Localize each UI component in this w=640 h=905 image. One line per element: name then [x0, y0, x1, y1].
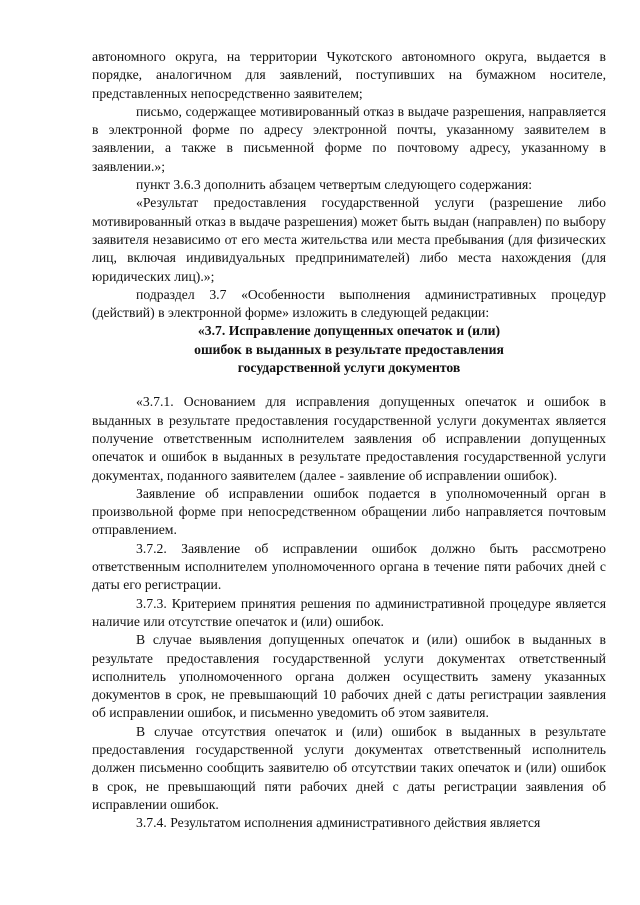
paragraph-errors-found: В случае выявления допущенных опечаток и (или) ошибок в выданных в результате предоставления государственной услуги документах ответственный исполнитель уполномоченного органа должен осуществить замену указанных документов в срок, не превышающий 10 рабочих дней с даты регистрации заявления об исправлении ошибок, и письменно уведомить об этом заявителя. — [92, 632, 606, 721]
section-heading-line-3: государственной услуги документов — [237, 360, 461, 376]
paragraph-clause-3-6-3: пункт 3.6.3 дополнить абзацем четвертым следующего содержания: — [136, 177, 533, 193]
paragraph-continuation: автономного округа, на территории Чукотского автономного округа, выдается в порядке, аналогичном для заявлений, поступивших на бумажном носителе, представленных непосредственно заявителем; — [92, 49, 606, 101]
section-heading-line-1: «3.7. Исправление допущенных опечаток и (или) — [197, 323, 501, 339]
paragraph-errors-absent: В случае отсутствия опечаток и (или) ошибок в выданных в результате предоставления государственной услуги документах ответственный исполнитель должен письменно сообщить заявителю об отсутствии таких опечаток и (или) ошибок в срок, не превышающий пяти рабочих дней с даты регистрации заявления об исправлении ошибок. — [92, 723, 606, 812]
section-heading — [92, 322, 606, 377]
section-heading-line-2: ошибок в выданных в результате предоставления — [194, 341, 504, 357]
paragraph-3-7-2: 3.7.2. Заявление об исправлении ошибок должно быть рассмотрено ответственным исполнителем уполномоченного органа в течение пяти рабочих дней с даты его регистрации. — [92, 540, 606, 593]
heading-spacer — [92, 377, 606, 393]
paragraph-refusal-letter: письмо, содержащее мотивированный отказ в выдаче разрешения, направляется в электронной форме по адресу электронной почты, указанному заявителем в заявлении, а также в письменной форме по почтовому адресу, указанному в заявлении.»; — [92, 103, 606, 174]
paragraph-subsection-3-7: подраздел 3.7 «Особенности выполнения административных процедур (действий) в электронной форме» изложить в следующей редакции: — [92, 286, 606, 321]
paragraph-3-7-1: «3.7.1. Основанием для исправления допущенных опечаток и ошибок в выданных в результате предоставления государственной услуги документах является получение ответственным исполнителем заявления об исправлении допущенных опечаток и ошибок в выданных в результате предоставления государственной услуги документах, поданного заявителем (далее - заявление об исправлении ошибок). — [92, 394, 606, 483]
paragraph-service-result: «Результат предоставления государственной услуги (разрешение либо мотивированный отказ в выдаче разрешения) может быть выдан (направлен) по выбору заявителя независимо от его места жительства или места пребывания (для физических лиц, включая индивидуальных предпринимателей) либо места нахождения (для юридических лиц).»; — [92, 195, 606, 284]
paragraph-application-submission: Заявление об исправлении ошибок подается в уполномоченный орган в произвольной форме при непосредственном обращении либо направляется почтовым отправлением. — [92, 485, 606, 538]
paragraph-3-7-3: 3.7.3. Критерием принятия решения по административной процедуре является наличие или отсутствие опечаток и (или) ошибок. — [92, 595, 606, 629]
paragraph-3-7-4: 3.7.4. Результатом исполнения административного действия является — [136, 815, 541, 831]
